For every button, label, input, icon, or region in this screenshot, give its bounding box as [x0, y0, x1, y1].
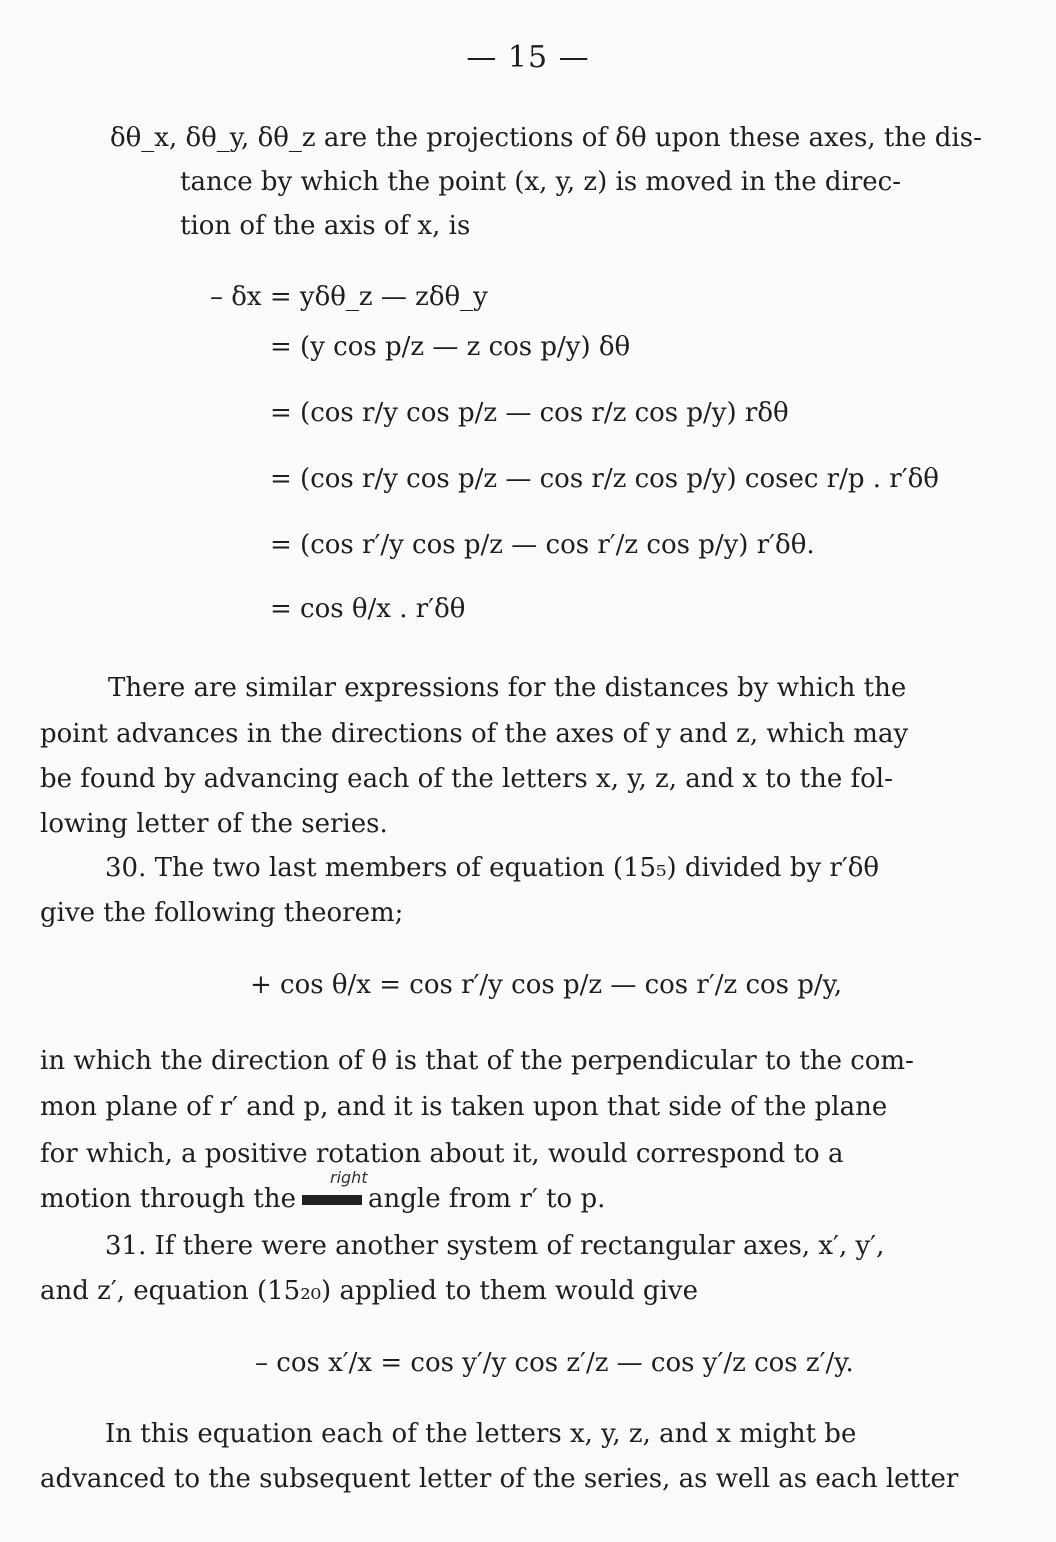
section30-line-4: mon plane of r′ and p, and it is taken upon that side of the plane [40, 1092, 888, 1122]
intro-line-1: δθ_x, δθ_y, δθ_z are the projections of δθ upon these axes, the dis- [110, 123, 982, 153]
theorem-equation: + cos θ/x = cos r′/y cos p/z — cos r′/z cos p/y, [250, 970, 843, 1000]
equation-5: = (cos r′/y cos p/z — cos r′/z cos p/y) r′δθ. [270, 530, 815, 560]
section30-line-6 [40, 1183, 605, 1215]
para1-line-3: be found by advancing each of the letters x, y, z, and x to the fol- [40, 764, 893, 794]
struck-out-word [302, 1195, 362, 1205]
section30-line-3: in which the direction of θ is that of the perpendicular to the com- [40, 1046, 914, 1076]
equation-1: – δx = yδθ_z — zδθ_y [210, 282, 488, 312]
intro-line-3: tion of the axis of x, is [180, 211, 471, 241]
section31-equation: – cos x′/x = cos y′/y cos z′/z — cos y′/z cos z′/y. [255, 1348, 854, 1378]
para1-line-1: There are similar expressions for the distances by which the [108, 673, 907, 703]
para1-line-2: point advances in the directions of the axes of y and z, which may [40, 719, 909, 749]
section30-line-5: for which, a positive rotation about it, would correspond to a [40, 1139, 844, 1169]
equation-2: = (y cos p/z — z cos p/y) δθ [270, 332, 631, 362]
intro-line-2: tance by which the point (x, y, z) is moved in the direc- [180, 167, 902, 197]
section31-line-1: 31. If there were another system of rectangular axes, x′, y′, [105, 1231, 885, 1261]
section30-line-1: 30. The two last members of equation (15₅) divided by r′δθ [105, 853, 880, 883]
section31-line-3: In this equation each of the letters x, y, z, and x might be [105, 1419, 857, 1449]
equation-3: = (cos r/y cos p/z — cos r/z cos p/y) rδθ [270, 398, 789, 428]
section30-line-6b: angle from r′ to p. [368, 1184, 606, 1214]
page-number: — 15 — [466, 40, 590, 75]
para1-line-4: lowing letter of the series. [40, 809, 388, 839]
section30-line-6a: motion through the [40, 1184, 296, 1214]
section31-line-2: and z′, equation (15₂₀) applied to them would give [40, 1276, 698, 1306]
section30-line-2: give the following theorem; [40, 898, 404, 928]
handwritten-annotation: right [330, 1168, 368, 1187]
equation-6: = cos θ/x . r′δθ [270, 594, 466, 624]
section31-line-4: advanced to the subsequent letter of the series, as well as each letter [40, 1464, 959, 1494]
equation-4: = (cos r/y cos p/z — cos r/z cos p/y) cosec r/p . r′δθ [270, 464, 939, 494]
